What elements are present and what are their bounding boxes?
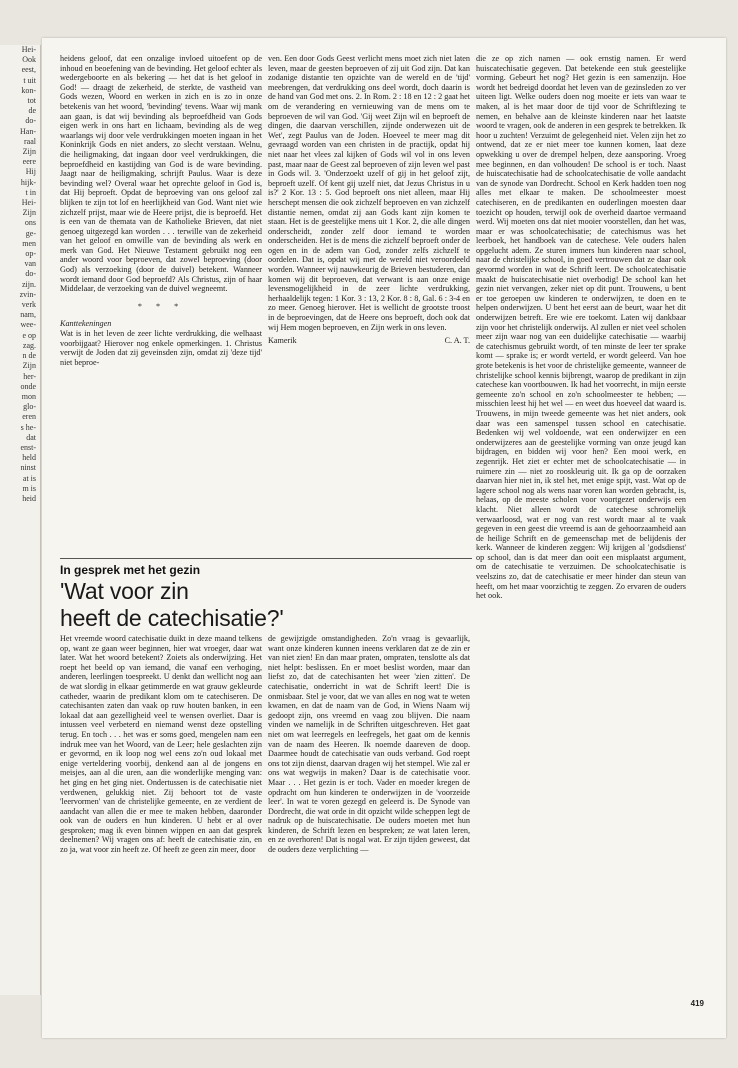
left-margin-fragment: tot <box>27 96 36 106</box>
left-margin-fragment: do- <box>25 116 36 126</box>
article2-headline <box>60 578 284 632</box>
left-margin-fragment: mon <box>21 391 36 401</box>
kanttekeningen-title: Kanttekeningen <box>60 319 112 329</box>
left-margin-fragment: ge- <box>25 228 36 238</box>
section-divider-line <box>60 558 472 559</box>
article1-col2-text: ven. Een door Gods Geest verlicht mens moet zich niet laten leven, maar de geesten beproeven of zij uit God zijn. Dat kan zodanige distantie ten opzichte van de wereld en de 'tijd' meebrengen, dat verdrukking ons deel wordt, doch daarin is de hand van God met ons. 2. In Rom. 2 : 18 en 12 : 2 gaat het om de verandering en vernieuwing van de mens om te beproeven de wil van God. 'Gij weet Zijn wil en beproeft de dingen, die daarvan verschillen, zijnde onderwezen uit de Wet', zegt Paulus van de Joden. Hoeveel te meer mag dit gevraagd worden van een christen in de practijk, opdat hij niet naar het vlees zal kijken of Gods wil vol in ons leven past, maar naar de Geest zal beproeven of zijn leven wel past in Gods wil. 3. 'Onderzoekt uzelf of gij in het geloof zijt, beproeft uzelf. Of kent gij uzelf niet, dat Jezus Christus in u is?' 2 Kor. 13 : 5. God beproeft ons niet alleen, maar Hij herschept mensen die ook zichzelf beproeven en van zichzelf distantie nemen, omdat zij aan Gods kant zijn komen te staan. Het is de geestelijke mens uit 1 Kor. 2, die alle dingen onderscheidt, zonder zelf door iemand te worden onderscheiden. Het is de mens die zichzelf beproeft onder de ogen en in de adem van God, zonder zelfs zichzelf te oordelen. Dat is, opdat wij met de wereld niet veroordeeld worden. Wanneer wij nauwkeurig de Brieven bestuderen, dan komen wij dit beproeven, dat verwant is aan onze enige levensmogelijkheid in de zeer lichte verdrukking, herhaaldelijk tegen: 1 Kor. 3 : 13, 2 Kor. 8 : 8, Gal. 6 : 3-4 en zo meer. Genoeg hierover. Het is wellicht de grootste troost in de beproevingen, dat de Heere ons beproeft, doch ook dat wij Hem mogen beproeven, en Zijn werk in ons leven. <box>268 54 470 332</box>
left-margin-fragment: glo- <box>23 402 36 412</box>
article2-col2-text: de gewijzigde omstandigheden. Zo'n vraag is gevaarlijk, want onze kinderen kunnen ineens verklaren dat ze de zin er van niet zien! En dan maar praten, ompraten, tenslotte als dat niet helpt: beslissen. En er moet beslist worden, maar dan liefst zo, dat de catechisanten het weer 'zien zitten'. De catechisatie, onderricht in wat de Schrift leert! Die is onmisbaar. Stel je voor, dat we van alles en nog wat te weten kwamen, en dat de naam van de God, in Wiens Naam wij gedoopt zijn, ons vreemd en vaag zou blijven. Die naam vinden we namelijk in de Schriften uitgeschreven. Het gaat niet om wat leerregels en leefregels, het gaat om de kennis van de naam des Heeren. Ik noemde daareven de doop. Daarmee houdt de catechisatie van ouds verband. God roept ons tot zijn dienst, daarvan dragen wij het stempel. Wie zal er ons wat wegwijs in maken? Daar is de catechisatie voor. Maar . . . Het gezin is er toch. Vader en moeder kregen de opdracht om hun kinderen te onderwijzen in de 'voorzeide leer'. In wat te voren gezegd en geleerd is. De Synode van Dordrecht, die wat orde in dit opzicht wilde scheppen legt de nadruk op de huiscatechisatie. De ouders moeten met hun kinderen, de Schrift lezen en bespreken; ze wat laten leren, en ze overhoren! Dat is nogal wat. Er zijn tijden geweest, dat de ouders deze verplichting — <box>268 634 470 855</box>
article2-col1-text: Het vreemde woord catechisatie duikt in deze maand telkens op, want ze gaan weer beginnen, hier wat vroeger, daar wat later. Wat het woord betekent? Zoiets als onderwijzing. Het roept het beeld op van iemand, die vanaf een verhoging, anderen, leerlingen toespreekt. U denkt dan wellicht nog aan de wat slordig in elkaar getimmerde en wat grauw gekleurde catheder, waarin de predikant klom om te catechiseren. De catechisanten zaten dan vaak op ruw houten banken, in een lokaal dat aan gezelligheid veel te wensen overliet. Daar is intussen veel verbeterd en niemand wenst deze opstelling terug. En toch . . . het was er soms goed, mengelen nam een indruk mee van het Woord, van de Leer; hele geslachten zijn er gevormd, en ik loop nog wel eens zo'n oud lokaal met enige verteldering voorbij, denkend aan al de jongens en meisjes, aan al die uren, aan die wonderlijke menging van: het ging en het ging niet. Ondertussen is de catechisatie niet verdwenen, gelukkig niet. Zij behoort tot de vaste 'leervormen' van de christelijke gemeente, en ze verdient de aandacht van allen die er mee te maken hebben, daaronder ook van de ouders en hun kinderen. U hebt er al over gesproken; mag ik even binnen wippen en aan dat gesprek deelnemen? Wij vragen ons af: heeft de catechisatie zin, en zo ja, wat voor zin heeft ze. Of heeft ze geen zin meer, door <box>60 634 262 855</box>
signature-place: Kamerik <box>268 336 297 346</box>
left-margin-fragment: zvin- <box>19 289 36 299</box>
kanttekeningen-text: Wat is in het leven de zeer lichte verdrukking, die welhaast voorbijgaat? Hierover nog enkele opmerkingen. 1. Christus verwijt de Joden dat zij geveinsden zijn, omdat zij 'deze tijd' niet beproe- <box>60 329 262 367</box>
left-margin-fragment: van <box>24 259 36 269</box>
left-margin-fragment: hijk- <box>20 177 36 187</box>
left-margin-fragment: at is <box>22 473 36 483</box>
left-margin-fragment: wee- <box>20 320 36 330</box>
headline-line1: 'Wat voor zin <box>60 578 189 604</box>
left-margin-fragment: de <box>28 106 36 116</box>
left-margin-fragment: enst- <box>20 442 36 452</box>
left-margin-fragment: do- <box>25 269 36 279</box>
left-margin-fragment: Zijn <box>22 208 36 218</box>
article2-col3-text: die ze op zich namen — ook ernstig namen. Er werd huiscatechisatie gegeven. Dat betekende een stuk geestelijke vorming. Gebeurt het nog? Het gezin is een samenzijn. Hoe wordt het bedreigd doordat het leven van de gezinsleden zo ver uiteen ligt. Welke ouders doen nog moeite er iets van waar te maken, al is het maar door de tijd voor de Schriftlezing te nemen, en behalve aan de kleinste kinderen naar het laatste woord te vragen, ook de anderen in een gesprek te betrekken. Ik hoor u zuchten! Verzuimt de gelegenheid niet. Velen zijn het zo ontwend, dat ze er niet meer toe kunnen komen, laat deze opwekking u over de drempel helpen, deze aansporing. Vroeg mee beginnen, en dan volhouden! De school is er toch. Naast de huiscatechisatie had de schoolcatechisatie de volle aandacht van de synode van Dordrecht. School en Kerk hadden toen nog alles met elkaar te maken. De schoolmeester moest catechiseren, en de predikanten en ouderlingen moesten daar toezicht op houden, terwijl ook de overheid daartoe vermaand werd. Wij moeten ons dat niet mooier voorstellen, dan het was, maar er was schoolcatechisatie; de catechismus was het leerboek, het handboek van de catechese. Vele ouders halen opgelucht adem. Ze sturen immers hun kinderen naar school, naar de christelijke school, in goed vertrouwen dat ze daar ook gevormd worden in wat de Schrift leert. De schoolcatechisatie maakt de huiscatechisatie niet overbodig! De school kan het gezin niet vervangen, zeker niet op dit punt. Trouwens, u bent er toe geroepen uw kinderen te onderwijzen, te doen en te helpen onderwijzen. U bent het eerst aan de beurt, waar het dit onderwijzen betreft. Ere wie ere toekomt. Laten wij dankbaar zijn voor het christelijk onderwijs. Al zullen er niet veel scholen meer zijn waar nog van een duidelijke catechisatie — waarbij de catechismus gebruikt wordt, of ten minste de leer ter sprake komt — sprake is; er wordt verteld, er wordt geleerd. Van hoe grote betekenis is het voor de christelijke gemeente, wanneer de christelijke school kennis bijbrengt, waarop de predikant in zijn catechese kan voortbouwen. Ik had het voorrecht, in mijn eerste gemeente zo'n school en zo'n schoolmeester te hebben; — misschien leest hij het wel — en weet dus hoeveel dat waard is. Trouwens, in mijn tweede gemeente was het niet anders, ook daar was een samenspel tussen school en catechisatie. Bedenken wij wel voldoende, wat een onderwijzer en een onderwijzeres aan de geestelijke vorming van onze jeugd kan bijdragen, en bidden wij voor hen? Een mooi werk, en zegenrijk. Het ziet er echter met de schoolcatechisatie — in ruimere zin — niet zo rooskleurig uit. Ik ga op de oorzaken daarvan hier niet in, ik stel het, met enige spijt, vast. Wat op de lagere school nog als wens naar voren kan worden gebracht, is, helaas, op de meeste scholen voor voortgezet onderwijs een klacht. Niet alleen wordt de catechese schromelijk verwaarloosd, wat er nog van rest wordt maar al te vaak gegeven in een geest die vreemd is aan de gehoorzaamheid aan de heilige Schrift en de gemeenschap met de belijdenis der kerk. Wanneer de kinderen zeggen: Wij krijgen al 'godsdienst' op school, dan is dat meer dan ooit een misplaatst argument, om de catechisatie te verzuimen. De schoolcatechisatie is veelszins zo, dat de catechisatie er meer hinder dan steun van heeft, om het maar voorzichtig te zeggen. Zo ervaren de ouders het ook. <box>476 54 686 601</box>
article1-col1-text: heidens geloof, dat een onzalige invloed uitoefent op de inhoud en beoefening van de bevinding. Het geloof echter als wedergeboorte en als bekering — het dat is het geloof in God! — draagt de zekerheid, de sterkte, de vastheid van Gods wezen, Woord en werken in zich en is zo in onze betekenis van het woord, 'bevinding' tevens. Waar wij mank aan gaan, is dat wij bevinding als beproefdheid van Gods eigen werk in ons hart en lichaam, bevinding als de weg waarlangs wij door vele verdrukkingen moeten ingaan in het Koninkrijk Gods en niet anders, zo slecht verstaan. Welnu, die heiligmaking, dat ingaan door veel verdrukkingen, die beproefdheid en kastijding van God is de ware bevinding. Jaagt naar de heiligmaking, schrijft Paulus. Waar is deze bevinding wel? Overal waar het oprechte geloof in God is, dat Hij beproeft. Opdat de beproeving van ons geloof zal blijken te zijn tot lof en heerlijkheid van God. Want niet wie zichzelf prijst, maar wie de Heere prijst, die is beproefd. Het is een van de themata van de Katholieke Brieven, dat niet genoeg uitgezegd kan worden . . . terwille van de zekerheid van het geloof en omwille van de bevinding als werk en merk van God. Het Nieuwe Testament gebruikt nog een ander woord voor beproeven, dat zowel beproeving (door God) als verzoeking (door de duivel) betekent. Wanneer wordt iemand door God beproefd? Als Christus, zijn of haar Middelaar, de verzoeking van de duivel wegneemt. <box>60 54 262 294</box>
left-margin-fragment: m is <box>22 483 36 493</box>
left-margin-fragment: Zijn <box>22 147 36 157</box>
signature-initials: C. A. T. <box>444 336 470 346</box>
left-margin-fragment: onde <box>20 381 36 391</box>
article2-column2 <box>268 634 470 855</box>
left-margin-fragment: eere <box>22 157 36 167</box>
article2-column3 <box>476 54 686 601</box>
left-margin-fragment: s he- <box>20 422 36 432</box>
left-margin-fragment: zijn. <box>22 279 36 289</box>
left-margin-fragment: held <box>22 453 36 463</box>
left-margin-fragment: n de <box>22 351 36 361</box>
left-margin-fragment: Hei- <box>21 198 36 208</box>
left-margin-fragment: dat <box>26 432 36 442</box>
left-margin-fragment: e op <box>22 330 36 340</box>
article2-column1 <box>60 634 262 855</box>
section-label: In gesprek met het gezin <box>60 563 201 577</box>
left-margin-fragment: Ook <box>22 55 36 65</box>
left-margin-fragment: t in <box>25 187 36 197</box>
left-margin-fragment: heid <box>22 493 36 503</box>
left-margin-fragment: men <box>22 238 36 248</box>
left-margin-fragment: Hei- <box>21 45 36 54</box>
left-margin-fragment: Hij <box>25 167 36 177</box>
section-divider-stars: * * * <box>137 301 185 311</box>
left-margin-fragment: kon- <box>21 85 36 95</box>
page-number: 419 <box>690 999 704 1008</box>
left-margin-fragment: Han- <box>20 126 36 136</box>
left-margin-fragment: verk <box>21 300 36 310</box>
article1-column1 <box>60 54 262 367</box>
left-margin-fragment: nam, <box>20 310 36 320</box>
left-margin-fragment: Zijn <box>22 361 36 371</box>
left-page-margin <box>0 45 41 995</box>
magazine-page <box>42 38 726 1038</box>
left-margin-fragment: eest, <box>21 65 36 75</box>
article1-signature <box>268 336 470 346</box>
left-margin-fragment: op- <box>25 249 36 259</box>
left-margin-fragment: zag. <box>22 340 36 350</box>
left-margin-fragment: ninst <box>20 463 36 473</box>
headline-line2: heeft de catechisatie?' <box>60 605 284 631</box>
left-margin-fragment: her- <box>23 371 36 381</box>
left-margin-fragment: t uit <box>23 75 36 85</box>
article1-column2 <box>268 54 470 346</box>
left-margin-fragment: raal <box>24 136 36 146</box>
left-margin-fragment: ons <box>24 218 36 228</box>
left-margin-fragment: eren <box>22 412 36 422</box>
